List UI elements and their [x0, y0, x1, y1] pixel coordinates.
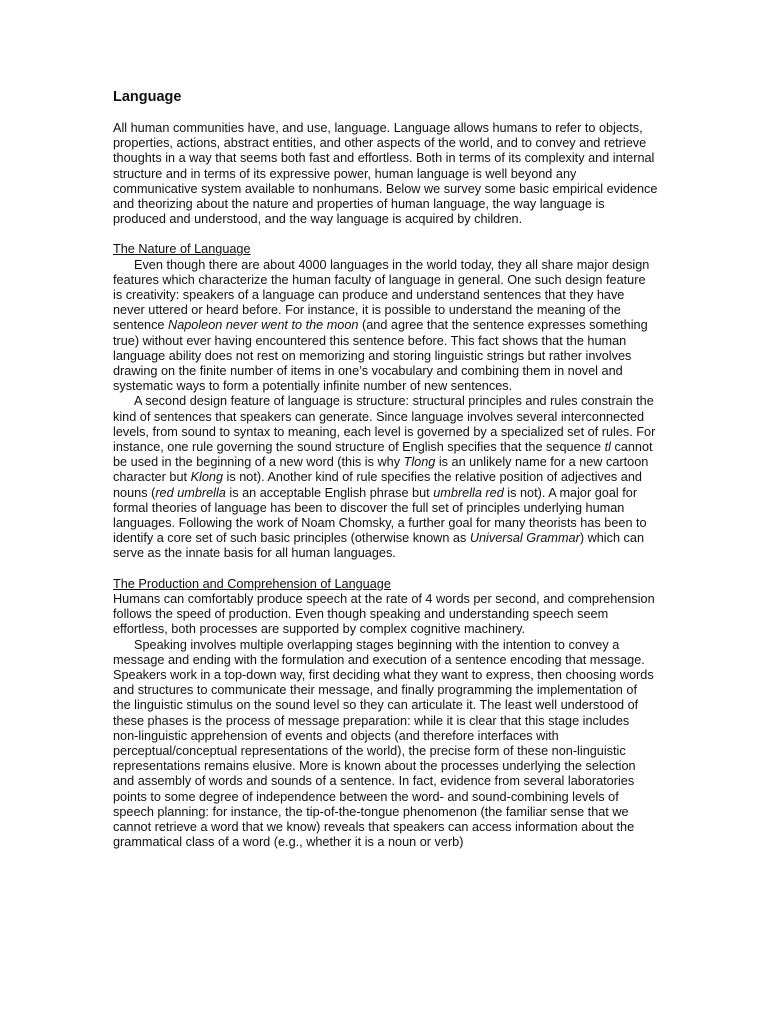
text-run: is not). A major goal for formal theories of language has been to discover the full set of principles underlying human languages. Following the work of Noam Chomsky, a further goal for many theorists has been to identify a core set of such basic principles (otherwise known as	[113, 485, 647, 546]
section-heading-nature: The Nature of Language	[113, 242, 251, 257]
section-heading-production: The Production and Comprehension of Language	[113, 576, 391, 591]
example-phrase: umbrella red	[433, 485, 504, 500]
example-sequence: tl	[604, 440, 611, 455]
text-run: (and agree that the sentence expresses something true) without ever having encountered this sentence before. This fact shows that the human language ability does not rest on memorizing and storing linguistic strings but rather involves drawing on the finite number of items in one’s vocabulary and combining them in novel and systematic ways to form a potentially infinite number of new sentences.	[113, 318, 648, 394]
text-run: Even though there are about 4000 languages in the world today, they all share major design features which characterize the human faculty of language in general. One such design feature is creativity: speakers of a language can produce and understand sentences that they have never uttered or heard before. For instance, it is possible to understand the meaning of the sentence	[113, 257, 650, 333]
nature-paragraph-1	[113, 258, 658, 395]
term-universal-grammar: Universal Grammar	[469, 531, 580, 546]
production-paragraph-2: Speaking involves multiple overlapping stages beginning with the intention to convey a message and ending with the formulation and execution of a sentence encoding that message. Speakers work in a top-down way, first deciding what they want to express, then choosing words and structures to communicate their message, and finally programming the implementation of the linguistic stimulus on the sound level so they can articulate it. The least well understood of these phases is the process of message preparation: while it is clear that this stage includes non-linguistic apprehension of events and objects (and therefore interfaces with perceptual/conceptual representations of the world), the precise form of these non-linguistic representations remains elusive. More is known about the processes underlying the selection and assembly of words and sounds of a sentence. In fact, evidence from several laboratories points to some degree of independence between the word- and sound-combining levels of speech planning: for instance, the tip-of-the-tongue phenomenon (the familiar sense that we cannot retrieve a word that we know) reveals that speakers can access information about the grammatical class of a word (e.g., whether it is a noun or verb)	[113, 637, 654, 850]
example-phrase: red umbrella	[155, 485, 226, 500]
nature-paragraph-2	[113, 394, 658, 561]
document-title: Language	[113, 89, 182, 105]
text-run: ) which can serve as the innate basis for all human languages.	[113, 531, 644, 561]
text-run: is an unlikely name for a new cartoon character but	[113, 455, 649, 485]
text-run: A second design feature of language is structure: structural principles and rules constrain the kind of sentences that speakers can generate. Since language involves several interconnected levels, from sound to syntax to meaning, each level is governed by a specialized set of rules. For instance, one rule governing the sound structure of English specifies that the sequence	[113, 394, 656, 455]
example-word: Tlong	[403, 455, 436, 470]
intro-paragraph: All human communities have, and use, language. Language allows humans to refer to objects, properties, actions, abstract entities, and other aspects of the world, and to convey and retrieve thoughts in a way that seems both fast and effortless. Both in terms of its complexity and internal structure and in terms of its expressive power, human language is well beyond any communicative system available to nonhumans. Below we survey some basic empirical evidence and theorizing about the nature and properties of human language, the way language is produced and understood, and the way language is acquired by children.	[113, 121, 658, 227]
document-page	[113, 88, 658, 850]
text-run: is an acceptable English phrase but	[225, 485, 434, 500]
production-paragraph-1: Humans can comfortably produce speech at the rate of 4 words per second, and comprehension follows the speed of production. Even though speaking and understanding speech seem effortless, both processes are supported by complex cognitive machinery.	[113, 591, 655, 637]
example-sentence: Napoleon never went to the moon	[168, 318, 359, 333]
text-run: is not). Another kind of rule specifies the relative position of adjectives and nouns (	[113, 470, 642, 500]
text-run: cannot be used in the beginning of a new word (this is why	[113, 440, 653, 470]
example-word: Klong	[190, 470, 224, 485]
